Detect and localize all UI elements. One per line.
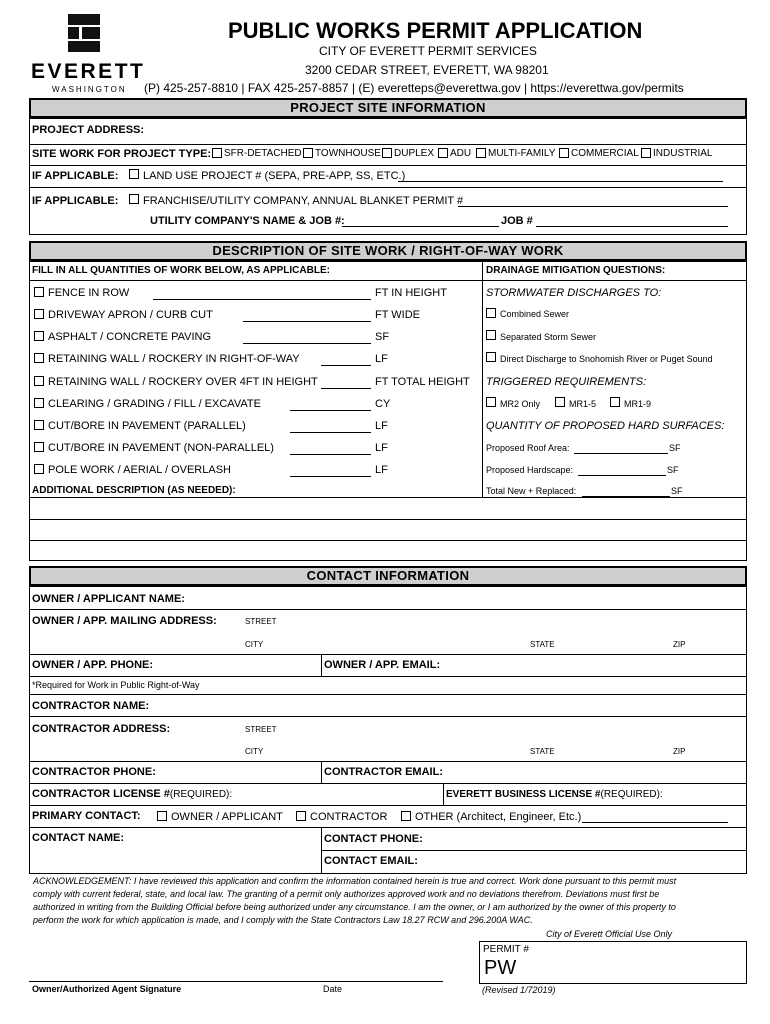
contractor-email-label: CONTRACTOR EMAIL: xyxy=(324,766,443,778)
contractor-city-field[interactable] xyxy=(270,741,525,760)
triggered-label: TRIGGERED REQUIREMENTS: xyxy=(486,376,647,388)
unit-paving: SF xyxy=(375,331,390,343)
owner-zip-label: ZIP xyxy=(673,640,686,649)
work-item-retaining-4ft: RETAINING WALL / ROCKERY OVER 4FT IN HEIGHT xyxy=(48,376,318,388)
signature-label: Owner/Authorized Agent Signature xyxy=(32,984,182,994)
driveway-qty-field[interactable] xyxy=(243,321,371,322)
land-use-label: LAND USE PROJECT # (SEPA, PRE-APP, SS, ETC.) xyxy=(143,170,406,182)
fence-qty-field[interactable] xyxy=(153,299,371,300)
fill-in-label: FILL IN ALL QUANTITIES OF WORK BELOW, AS APPLICABLE: xyxy=(32,265,330,276)
unit-retaining-row: LF xyxy=(375,353,388,365)
additional-description-line-3[interactable] xyxy=(31,542,745,560)
total-label: Total New + Replaced: xyxy=(486,486,577,496)
contractor-state-label: STATE xyxy=(530,747,555,756)
unit-cut-non-parallel: LF xyxy=(375,442,388,454)
roof-area-field[interactable] xyxy=(574,453,668,454)
contractor-license-label xyxy=(32,789,232,800)
owner-email-label: OWNER / APP. EMAIL: xyxy=(324,659,441,671)
type-sfr: SFR-DETACHED xyxy=(224,148,302,159)
job-label: JOB # xyxy=(501,215,533,227)
type-commercial: COMMERCIAL xyxy=(571,148,639,159)
checkbox-cut-parallel[interactable] xyxy=(34,420,44,430)
unit-clearing: CY xyxy=(375,398,391,410)
checkbox-combined-sewer[interactable] xyxy=(486,308,496,318)
contractor-city-label: CITY xyxy=(245,747,264,756)
work-item-paving: ASPHALT / CONCRETE PAVING xyxy=(48,331,211,343)
type-adu: ADU xyxy=(450,148,472,159)
checkbox-primary-other[interactable] xyxy=(401,811,411,821)
work-item-retaining-row: RETAINING WALL / ROCKERY IN RIGHT-OF-WAY xyxy=(48,353,300,365)
type-duplex: DUPLEX xyxy=(394,148,435,159)
checkbox-sfr[interactable] xyxy=(212,148,222,158)
contractor-email-field[interactable] xyxy=(442,763,745,782)
franchise-label: FRANCHISE/UTILITY COMPANY, ANNUAL BLANKET PERMIT # xyxy=(143,195,464,207)
checkbox-townhouse[interactable] xyxy=(303,148,313,158)
contact-phone-field[interactable] xyxy=(425,829,745,849)
checkbox-franchise[interactable] xyxy=(129,194,139,204)
additional-description-line-1[interactable] xyxy=(31,499,745,518)
official-use-label: City of Everett Official Use Only xyxy=(546,929,673,939)
quantity-label: QUANTITY OF PROPOSED HARD SURFACES: xyxy=(486,420,725,432)
owner-city-label: CITY xyxy=(245,640,264,649)
work-item-cut-parallel: CUT/BORE IN PAVEMENT (PARALLEL) xyxy=(48,420,246,432)
retaining-row-qty-field[interactable] xyxy=(321,365,371,366)
contractor-license-field[interactable] xyxy=(230,785,440,804)
owner-email-field[interactable] xyxy=(442,656,745,675)
type-industrial: INDUSTRIAL xyxy=(653,148,713,159)
contractor-phone-field[interactable] xyxy=(155,763,319,782)
clearing-qty-field[interactable] xyxy=(290,410,371,411)
unit-retaining-4ft: FT TOTAL HEIGHT xyxy=(375,376,470,388)
owner-address-label: OWNER / APP. MAILING ADDRESS: xyxy=(32,615,217,627)
mr1-9-label: MR1-9 xyxy=(624,399,652,409)
cut-non-parallel-qty-field[interactable] xyxy=(290,454,371,455)
contractor-name-label: CONTRACTOR NAME: xyxy=(32,700,150,712)
work-item-fence: FENCE IN ROW xyxy=(48,287,130,299)
checkbox-mr1-9[interactable] xyxy=(610,397,620,407)
form-title: PUBLIC WORKS PERMIT APPLICATION xyxy=(228,18,643,43)
checkbox-direct-discharge[interactable] xyxy=(486,352,496,362)
contractor-zip-field[interactable] xyxy=(690,741,745,760)
permit-number-field[interactable] xyxy=(520,957,745,982)
checkbox-retaining-4ft[interactable] xyxy=(34,376,44,386)
contractor-state-field[interactable] xyxy=(560,741,665,760)
work-item-pole-work: POLE WORK / AERIAL / OVERLASH xyxy=(48,464,231,476)
contact-section-heading: CONTACT INFORMATION xyxy=(29,566,747,586)
unit-fence: FT IN HEIGHT xyxy=(375,287,447,299)
site-section-heading: PROJECT SITE INFORMATION xyxy=(29,98,747,118)
checkbox-duplex[interactable] xyxy=(382,148,392,158)
owner-state-label: STATE xyxy=(530,640,555,649)
utility-name-label: UTILITY COMPANY'S NAME & JOB #: xyxy=(150,215,345,227)
contractor-license-text: CONTRACTOR LICENSE # xyxy=(32,788,170,800)
checkbox-mr1-5[interactable] xyxy=(555,397,565,407)
business-license-text: EVERETT BUSINESS LICENSE # xyxy=(446,789,601,800)
owner-name-label: OWNER / APPLICANT NAME: xyxy=(32,593,185,605)
logo-state: WASHINGTON xyxy=(52,85,127,94)
contractor-street-label: STREET xyxy=(245,725,277,734)
drainage-heading: DRAINAGE MITIGATION QUESTIONS: xyxy=(486,265,666,276)
mr1-5-label: MR1-5 xyxy=(569,399,597,409)
retaining-4ft-qty-field[interactable] xyxy=(321,388,371,389)
work-item-driveway: DRIVEWAY APRON / CURB CUT xyxy=(48,309,213,321)
checkbox-pole-work[interactable] xyxy=(34,464,44,474)
checkbox-primary-contractor[interactable] xyxy=(296,811,306,821)
primary-contact-label: PRIMARY CONTACT: xyxy=(32,810,141,822)
owner-zip-field[interactable] xyxy=(690,634,745,653)
checkbox-primary-owner[interactable] xyxy=(157,811,167,821)
primary-other-field[interactable] xyxy=(582,822,728,823)
total-field[interactable] xyxy=(582,496,670,497)
checkbox-cut-non-parallel[interactable] xyxy=(34,442,44,452)
additional-description-label: ADDITIONAL DESCRIPTION (AS NEEDED): xyxy=(32,485,236,496)
contractor-name-field[interactable] xyxy=(150,696,745,715)
header-address: 3200 CEDAR STREET, EVERETT, WA 98201 xyxy=(305,63,549,77)
checkbox-paving[interactable] xyxy=(34,331,44,341)
checkbox-mr2[interactable] xyxy=(486,397,496,407)
checkbox-commercial[interactable] xyxy=(559,148,569,158)
ack-line-4: perform the work for which application is made, and I comply with the State Contractors Law 18.27 RCW and 296.200A WAC. xyxy=(33,915,533,925)
hardscape-field[interactable] xyxy=(578,475,666,476)
additional-description-line-2[interactable] xyxy=(31,521,745,539)
owner-city-field[interactable] xyxy=(270,634,525,653)
contact-name-label: CONTACT NAME: xyxy=(32,832,125,844)
contractor-zip-label: ZIP xyxy=(673,747,686,756)
date-label: Date xyxy=(323,984,343,994)
stormwater-label: STORMWATER DISCHARGES TO: xyxy=(486,287,662,299)
permit-prefix: PW xyxy=(484,957,517,979)
ack-line-3: authorized in writing from the Building Official before being authorized under any circumstance. I am the owner, or I am authorized by the owner of this property to xyxy=(33,902,676,912)
type-multi-family: MULTI-FAMILY xyxy=(488,148,556,159)
contractor-address-label: CONTRACTOR ADDRESS: xyxy=(32,723,171,735)
work-item-clearing: CLEARING / GRADING / FILL / EXCAVATE xyxy=(48,398,261,410)
contractor-license-req: (REQUIRED): xyxy=(169,789,233,800)
ack-line-1: ACKNOWLEDGEMENT: I have reviewed this application and confirm the information contained herein is true and correct. Work done pursuant to this permit must xyxy=(33,876,677,886)
checkbox-retaining-row[interactable] xyxy=(34,353,44,363)
type-townhouse: TOWNHOUSE xyxy=(315,148,381,159)
permit-number-label: PERMIT # xyxy=(483,944,529,955)
mr2-label: MR2 Only xyxy=(500,399,541,409)
if-applicable-label-2: IF APPLICABLE: xyxy=(32,195,119,207)
contractor-street-field[interactable] xyxy=(280,718,745,738)
checkbox-fence[interactable] xyxy=(34,287,44,297)
work-section-heading: DESCRIPTION OF SITE WORK / RIGHT-OF-WAY WORK xyxy=(29,241,747,261)
contact-phone-label: CONTACT PHONE: xyxy=(324,833,423,845)
business-license-req: (REQUIRED): xyxy=(600,789,663,800)
hardscape-unit: SF xyxy=(667,465,679,475)
owner-phone-label: OWNER / APP. PHONE: xyxy=(32,659,154,671)
checkbox-adu[interactable] xyxy=(438,148,448,158)
business-license-label xyxy=(446,790,663,800)
separated-storm-label: Separated Storm Sewer xyxy=(500,332,597,342)
paving-qty-field[interactable] xyxy=(243,343,371,344)
checkbox-separated-storm[interactable] xyxy=(486,330,496,340)
utility-name-field[interactable] xyxy=(342,226,499,227)
work-item-cut-non-parallel: CUT/BORE IN PAVEMENT (NON-PARALLEL) xyxy=(48,442,274,454)
contractor-phone-label: CONTRACTOR PHONE: xyxy=(32,766,156,778)
contact-email-label: CONTACT EMAIL: xyxy=(324,855,418,867)
checkbox-driveway[interactable] xyxy=(34,309,44,319)
job-field[interactable] xyxy=(536,226,728,227)
primary-contractor-label: CONTRACTOR xyxy=(310,811,388,823)
revised-date: (Revised 1/72019) xyxy=(482,985,556,995)
roof-area-label: Proposed Roof Area: xyxy=(486,443,570,453)
ack-line-2: comply with current federal, state, and local law. The granting of a permit only authorizes approved work and no deviations therefrom. Deviations must first be xyxy=(33,889,660,899)
contact-name-field[interactable] xyxy=(31,848,319,872)
business-license-field[interactable] xyxy=(655,785,745,804)
project-address-label: PROJECT ADDRESS: xyxy=(32,124,145,136)
project-address-field[interactable] xyxy=(145,120,745,143)
total-unit: SF xyxy=(671,486,683,496)
combined-sewer-label: Combined Sewer xyxy=(500,309,570,319)
checkbox-land-use[interactable] xyxy=(129,169,139,179)
primary-other-label: OTHER (Architect, Engineer, Etc.) xyxy=(415,811,582,823)
unit-cut-parallel: LF xyxy=(375,420,388,432)
pole-work-qty-field[interactable] xyxy=(290,476,371,477)
roof-area-unit: SF xyxy=(669,443,681,453)
land-use-field[interactable] xyxy=(398,181,723,182)
owner-state-field[interactable] xyxy=(560,634,665,653)
checkbox-industrial[interactable] xyxy=(641,148,651,158)
checkbox-multi-family[interactable] xyxy=(476,148,486,158)
cut-parallel-qty-field[interactable] xyxy=(290,432,371,433)
contact-email-field[interactable] xyxy=(420,852,745,872)
header-org: CITY OF EVERETT PERMIT SERVICES xyxy=(319,44,537,58)
signature-field[interactable] xyxy=(29,981,443,982)
if-applicable-label-1: IF APPLICABLE: xyxy=(32,170,119,182)
owner-street-label: STREET xyxy=(245,617,277,626)
logo-name: EVERETT xyxy=(31,60,146,83)
owner-phone-field[interactable] xyxy=(155,656,319,675)
owner-name-field[interactable] xyxy=(185,588,745,608)
checkbox-clearing[interactable] xyxy=(34,398,44,408)
everett-logo-mark xyxy=(68,14,100,52)
unit-driveway: FT WIDE xyxy=(375,309,421,321)
required-note: *Required for Work in Public Right-of-Way xyxy=(32,680,200,690)
owner-street-field[interactable] xyxy=(280,611,745,631)
primary-owner-label: OWNER / APPLICANT xyxy=(171,811,283,823)
hardscape-label: Proposed Hardscape: xyxy=(486,465,574,475)
unit-pole-work: LF xyxy=(375,464,388,476)
franchise-permit-field[interactable] xyxy=(458,206,728,207)
work-type-label: SITE WORK FOR PROJECT TYPE: xyxy=(32,148,212,160)
direct-discharge-label: Direct Discharge to Snohomish River or Puget Sound xyxy=(500,354,713,364)
header-contact: (P) 425-257-8810 | FAX 425-257-8857 | (E) everetteps@everettwa.gov | https://everettwa.gov/permits xyxy=(144,81,684,95)
